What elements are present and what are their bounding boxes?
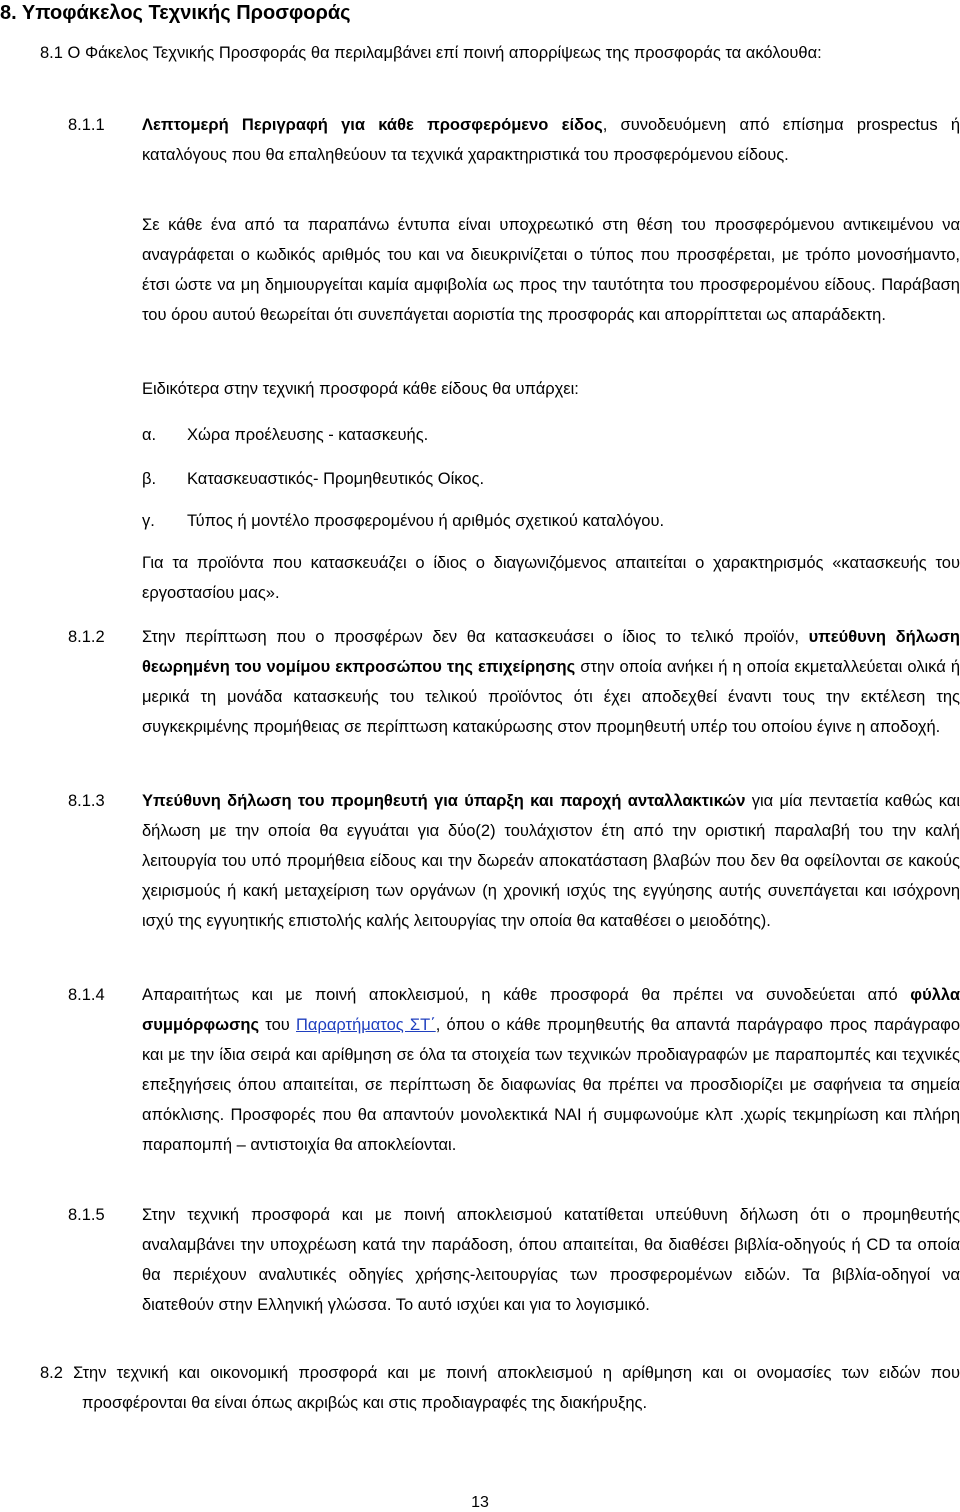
item-8-1-4-pre: Απαραιτήτως και με ποινή αποκλεισμού, η κάθε προσφορά θα πρέπει να συνοδεύεται από	[142, 986, 898, 1004]
item-8-1-2-pre: Στην περίπτωση που ο προσφέρων δεν θα κατασκευάσει ο ίδιος το τελικό προϊόν,	[142, 628, 799, 646]
item-8-1-5-text: Στην τεχνική προσφορά και με ποινή αποκλεισμού κατατίθεται υπεύθυνη δήλωση ότι ο προμηθευτής αναλαμβάνει την υποχρέωση κατά την παράδοση, όπου απαιτείται, θα διαθέσει βιβλία-οδηγούς ή CD τα οποία θα περιέχουν αναλυτικές οδηγίες χρήσης-λειτουργίας των προσφερομένων ειδών. Τα βιβλία-οδηγοί να διατεθούν στην Ελληνική γλώσσα. Το αυτό ισχύει και για το λογισμικό.	[142, 1206, 960, 1314]
item-8-1-4-post: , όπου ο κάθε προμηθευτής θα απαντά παράγραφο προς παράγραφο και με την ίδια σειρά και αρίθμηση σε όλα τα στοιχεία των τεχνικών προδιαγραφών με παραπομπές και τεχνικές επεξηγήσεις όπου απαιτείται, σε περίπτωση δε διαφωνίας θα πρέπει να προσδιορίζει με σαφήνεια τα σημεία απόκλισης. Προσφορές που θα απαντούν μονολεκτικά ΝΑΙ ή συμφωνούμε κλπ .χωρίς τεκμηρίωση και πλήρη παραπομπή – αντιστοιχία θα αποκλείονται.	[142, 1016, 960, 1154]
page-number: 13	[471, 1494, 489, 1511]
list-letter-a: α.	[142, 426, 157, 444]
item-number-8-1-5: 8.1.5	[68, 1206, 105, 1224]
item-8-1-3-post: για μία πενταετία καθώς και δήλωση με την οποία θα εγγυάται για δύο(2) τουλάχιστον έτη από την οριστική παραλαβή του την καλή λειτουργία του υπό προμήθεια είδους και την δωρεάν αποκατάσταση βλαβών που δεν θα οφείλονται σε κακούς χειρισμούς ή κακή μεταχείριση των οργάνων (η χρονική ισχύς της εγγύησης αυτής συνεπάγεται και ισόχρονη ισχύ της εγγυητικής επιστολής καλής λειτουργίας την οποία θα καταθέσει ο μειοδότης).	[142, 792, 960, 930]
item-8-1-2-post: στην οποία ανήκει ή η οποία εκμεταλλεύεται ολικά ή μερικά τη μονάδα κατασκευής του τελικού προϊόντος ότι έχει αποδεχθεί έναντι τους την εκτέλεση της συγκεκριμένης προμήθειας σε περίπτωση κατακύρωσης στον προμηθευτή υπέρ του οποίου έγινε η αποδοχή.	[142, 658, 960, 736]
annex-link[interactable]: Παραρτήματος ΣΤ΄	[296, 1016, 436, 1034]
item-8-1-1-rest: , συνοδευόμενη από επίσημα prospectus ή καταλόγους που θα επαληθεύουν τα τεχνικά χαρακτηριστικά του προσφερόμενου είδους.	[142, 116, 960, 164]
item-8-1-1-paragraph-1: Σε κάθε ένα από τα παραπάνω έντυπα είναι υποχρεωτικό στη θέση του προσφερόμενου αντικειμένου να αναγράφεται ο κωδικός αριθμός του και να διευκρινίζεται ο τύπος που προσφέρεται, με τρόπο μονοσήμαντο, έτσι ώστε να μη δημιουργείται καμία αμφιβολία ως προς την ταυτότητα του προσφερομένου είδους. Παράβαση του όρου αυτού θεωρείται ότι συνεπάγεται αοριστία της προσφοράς και απορρίπτεται ως απαράδεκτη.	[142, 216, 960, 324]
item-8-1-1-paragraph-2: Ειδικότερα στην τεχνική προσφορά κάθε είδους θα υπάρχει:	[142, 380, 579, 398]
item-number-8-1-3: 8.1.3	[68, 792, 105, 810]
list-item-c: Τύπος ή μοντέλο προσφερομένου ή αριθμός σχετικού καταλόγου.	[187, 512, 665, 530]
item-8-1-1-paragraph-3: Για τα προϊόντα που κατασκευάζει ο ίδιος ο διαγωνιζόμενος απαιτείται ο χαρακτηρισμός «κατασκευής του εργοστασίου μας».	[142, 554, 960, 602]
item-8-1-4-bold: φύλλα συμμόρφωσης	[142, 986, 960, 1034]
section-heading: 8. Υποφάκελος Τεχνικής Προσφοράς	[0, 2, 351, 24]
item-8-1-2-bold: υπεύθυνη δήλωση θεωρημένη του νομίμου εκπροσώπου της επιχείρησης	[142, 628, 960, 676]
item-8-1-1-text	[142, 110, 960, 170]
item-8-1-3-bold: Υπεύθυνη δήλωση του προμηθευτή για ύπαρξη και παροχή ανταλλακτικών	[142, 792, 746, 810]
item-number-8-1-4: 8.1.4	[68, 986, 105, 1004]
paragraph-8-2-text: 8.2 Στην τεχνική και οικονομική προσφορά και με ποινή αποκλεισμού η αρίθμηση και οι ονομασίες των ειδών που προσφέρονται θα είναι όπως ακριβώς και στις προδιαγραφές της διακήρυξης.	[40, 1364, 960, 1412]
item-8-1-4-text	[142, 980, 960, 1160]
list-letter-b: β.	[142, 470, 157, 488]
paragraph-8-2	[0, 1358, 960, 1418]
item-8-1-2-text	[142, 622, 960, 742]
paragraph-8-1	[0, 38, 922, 68]
list-item-a: Χώρα προέλευσης - κατασκευής.	[187, 426, 429, 444]
list-letter-c: γ.	[142, 512, 155, 530]
item-8-1-1-bold: Λεπτομερή Περιγραφή για κάθε προσφερόμενο είδος	[142, 116, 603, 134]
item-8-1-3-text	[142, 786, 960, 936]
paragraph-8-1-text: 8.1 Ο Φάκελος Τεχνικής Προσφοράς θα περιλαμβάνει επί ποινή απορρίψεως της προσφοράς τα ακόλουθα:	[40, 44, 822, 62]
list-item-b: Κατασκευαστικός- Προμηθευτικός Οίκος.	[187, 470, 485, 488]
item-number-8-1-1: 8.1.1	[68, 116, 105, 134]
item-number-8-1-2: 8.1.2	[68, 628, 105, 646]
item-8-1-4-mid: του	[265, 1016, 290, 1034]
